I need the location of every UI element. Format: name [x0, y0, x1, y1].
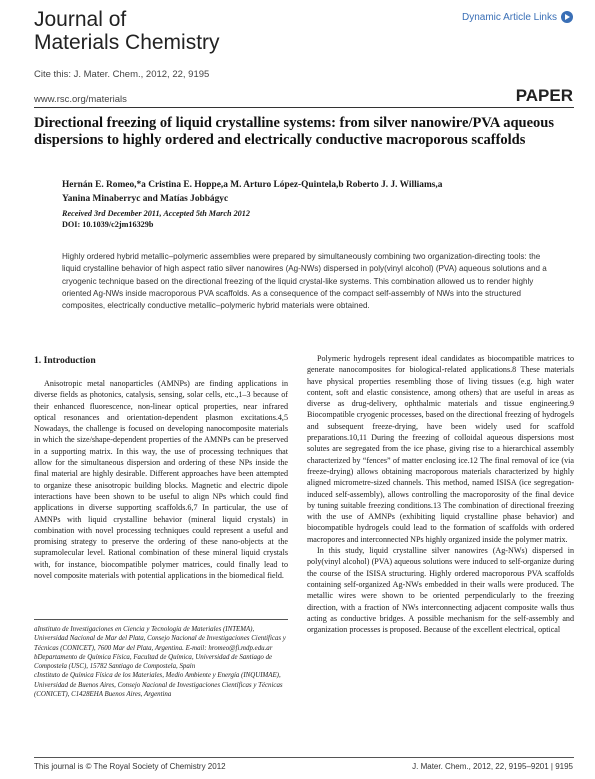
author-list [62, 178, 532, 206]
journal-title [34, 8, 220, 54]
dynamic-article-links[interactable] [462, 11, 573, 23]
footer-rule [34, 757, 574, 758]
footnote-rule [34, 619, 288, 620]
paragraph: In this study, liquid crystalline silver nanowires (Ag-NWs) dispersed in poly(vinyl alcohol) (PVA) aqueous solutions were induced to self-organize during the course of the ISISA structuring. Highly ordered macroporous PVA scaffolds containing self-organized Ag-NWs embedded in their walls were produced. The metallic wires were shown to be oriented perpendicularly to the freezing direction, with a fraction of NWs interconnecting adjacent composite walls thus acting as conductive bridges. A possible mechanism for the self-assembly and organization processes is proposed. Because of the excellent electrical, optical [307, 546, 574, 635]
authors-line2: Yanina Minaberryc and Matías Jobbágyc [62, 194, 229, 204]
footer-citation: J. Mater. Chem., 2012, 22, 9195–9201 | 9195 [412, 762, 573, 771]
body-column-left [34, 378, 288, 581]
paragraph: Polymeric hydrogels represent ideal candidates as biocompatible matrices to generate nanocomposites for biological-related applications.8 These materials have physical properties resembling those of living tissues (e.g. high water content, soft and elastic consistence, among others) that are useful in areas as diverse as drug-delivery, ophthalmic materials and tissue engineering.9 Biocompatible cryogenic processes, based on the directional freezing of hydrogels and subsequent freeze-drying, have been widely used for scaffold preparations.10,11 During the freezing of colloidal aqueous dispersions most solutes are segregated from the ice phase, giving rise to a hierarchical assembly characterized by “fences” of matter enclosing ice.12 The final removal of ice (via freeze-drying) allows obtaining macroporous materials characterized by highly aligned micrometre-sized channels. This method, named ISISA (ice segregation-induced self-assembly), allows controlling the macroporosity of the final device by tuning suitable freezing conditions.13 The combination of directional freezing with the use of AMNPs (exhibiting liquid crystalline phase behavior) and biocompatible hydrogels could lead to the formation of scaffolds with ordered macropores and interconnected NPs highly organized inside the polymer matrix. [307, 354, 575, 544]
footnote-c: cInstituto de Química Física de los Materiales, Medio Ambiente y Energía (INQUIMAE), Universidad de Buenos Aires, Consejo Nacional de Investigaciones Científicas y Técnicas (CONICET), C1428EHA Buenos Aires, Argentina [34, 672, 283, 699]
journal-url[interactable]: www.rsc.org/materials [34, 94, 127, 105]
footnote-b: bDepartamento de Química Física, Facultad de Química, Universidad de Santiago de Compostela (USC), 15782 Santiago de Compostela, Spain [34, 653, 273, 671]
authors-line1: Hernán E. Romeo,*a Cristina E. Hoppe,a M. Arturo López-Quintela,b Roberto J. J. Williams,a [62, 180, 443, 190]
header-rule [34, 107, 574, 108]
abstract: Highly ordered hybrid metallic–polymeric assemblies were prepared by simultaneously combining two organization-directing tools: the liquid crystalline behavior of high aspect ratio silver nanowires (Ag-NWs) dispersed in poly(vinyl alcohol) (PVA) aqueous solutions and a cryogenic technique based on the directional freezing of the liquid crystal-like systems. This combination allowed us to render highly oriented Ag-NWs inside macroporous PVA scaffolds. As a consequence of the compact self-assembly of NWs into the structured composites, electrically conductive metallic–polymeric hybrid materials were obtained. [62, 252, 547, 311]
journal-title-line1: Journal of [34, 8, 127, 31]
play-arrow-icon[interactable] [561, 11, 573, 23]
affiliation-footnotes [34, 625, 288, 699]
article-type: PAPER [515, 86, 573, 105]
article-title: Directional freezing of liquid crystalline systems: from silver nanowire/PVA aqueous dispersions to highly ordered and electrically conductive macroporous scaffolds [34, 115, 554, 148]
journal-title-line2: Materials Chemistry [34, 31, 220, 54]
paragraph: Anisotropic metal nanoparticles (AMNPs) are finding applications in diverse fields as photonics, catalysis, sensing, solar cells, etc.,1–3 because of their enhanced fluorescence, non-linear optical properties, near infrared optical resonances and orientation-dependent plasmon excitations.4,5 Nowadays, the challenge is focused on developing nanocomposite materials in which the size/shape-dependent properties of the AMNPs can be preserved in a supporting matrix. In this way, the use of processing techniques that allow for the simultaneous dispersion and ordering of these NPs inside the final material are highly desirable. Different approaches have been attempted to organize these anisotropic building blocks. Magnetic and electric dipole interactions have been shown to be useful to align NPs which could find applications in diverse supporting scaffolds.6,7 In particular, the use of AMNPs with liquid crystalline behavior (mineral liquid crystals) in combination with novel processing techniques could represent a useful and promising strategy to preserve the ordering of these nano-objects at the supramolecular level. Rational combination of these mineral liquid crystals with, for instance, biocompatible polymer matrices, could finally lead to novel composite materials with potential applications in the biomedical field. [34, 379, 288, 581]
footnote-a: aInstituto de Investigaciones en Ciencia y Tecnología de Materiales (INTEMA), Universidad Nacional de Mar del Plata, Consejo Nacional de Investigaciones Científicas y Técnicas (CONICET), 7600 Mar del Plata, Argentina. E-mail: hromeo@fi.mdp.edu.ar [34, 626, 286, 652]
dynamic-links-label[interactable]: Dynamic Article Links [461, 11, 557, 23]
cite-this: Cite this: J. Mater. Chem., 2012, 22, 9195 [34, 69, 210, 80]
footer-copyright: This journal is © The Royal Society of Chemistry 2012 [34, 762, 226, 771]
section-heading-introduction: 1. Introduction [34, 355, 96, 366]
doi[interactable]: DOI: 10.1039/c2jm16329b [62, 220, 154, 229]
body-column-right [307, 353, 574, 635]
received-dates: Received 3rd December 2011, Accepted 5th March 2012 [62, 209, 250, 218]
